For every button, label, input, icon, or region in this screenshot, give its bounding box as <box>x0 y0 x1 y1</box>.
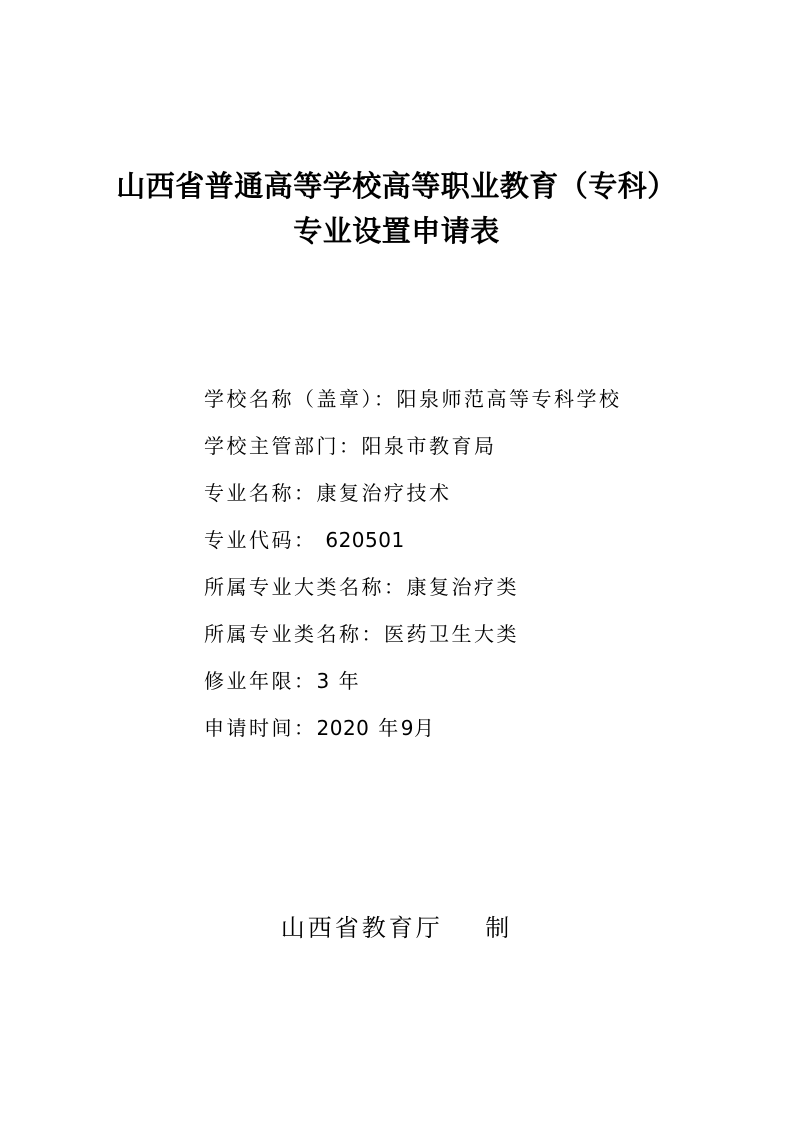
field-apply-date-year: 2020 <box>316 716 370 740</box>
field-apply-date-label: 申请时间： <box>204 716 317 740</box>
field-major-code <box>204 523 764 570</box>
field-duration-label: 修业年限： <box>204 669 317 693</box>
field-duration-unit: 年 <box>338 669 362 693</box>
field-major-name-value: 康复治疗技术 <box>316 481 452 505</box>
field-duration-value: 3 <box>316 669 330 693</box>
field-major-class-value: 医药卫生大类 <box>384 622 519 646</box>
field-major-class-label: 所属专业类名称： <box>204 622 384 646</box>
field-major-category-value: 康复治疗类 <box>406 575 519 599</box>
field-major-name-label: 专业名称： <box>204 481 317 505</box>
field-major-category-label: 所属专业大类名称： <box>204 575 407 599</box>
issuer-name: 山西省教育厅 <box>280 914 443 942</box>
field-major-name <box>204 476 764 523</box>
field-apply-date-month-unit: 月 <box>414 716 437 740</box>
field-authority-value: 阳泉市教育局 <box>361 434 497 458</box>
issuer-suffix: 制 <box>485 914 513 942</box>
field-major-category <box>204 570 764 617</box>
field-school-name-value: 阳泉师范高等专科学校 <box>396 387 622 411</box>
field-duration <box>204 664 764 711</box>
document-title-line-1: 山西省普通高等学校高等职业教育（专科） <box>116 169 677 203</box>
field-major-code-label: 专业代码： <box>204 528 317 552</box>
document-title-line-2: 专业设置申请表 <box>293 214 500 248</box>
field-school-name <box>204 382 764 429</box>
application-fields <box>204 382 764 758</box>
issuer-line <box>0 908 793 948</box>
field-authority <box>204 429 764 476</box>
field-major-code-value: 620501 <box>325 528 405 552</box>
field-apply-date <box>204 711 764 758</box>
field-major-class <box>204 617 764 664</box>
field-school-name-label: 学校名称（盖章）： <box>204 387 397 411</box>
field-apply-date-month: 9 <box>400 716 414 740</box>
field-authority-label: 学校主管部门： <box>204 434 362 458</box>
field-apply-date-year-unit: 年 <box>378 716 401 740</box>
